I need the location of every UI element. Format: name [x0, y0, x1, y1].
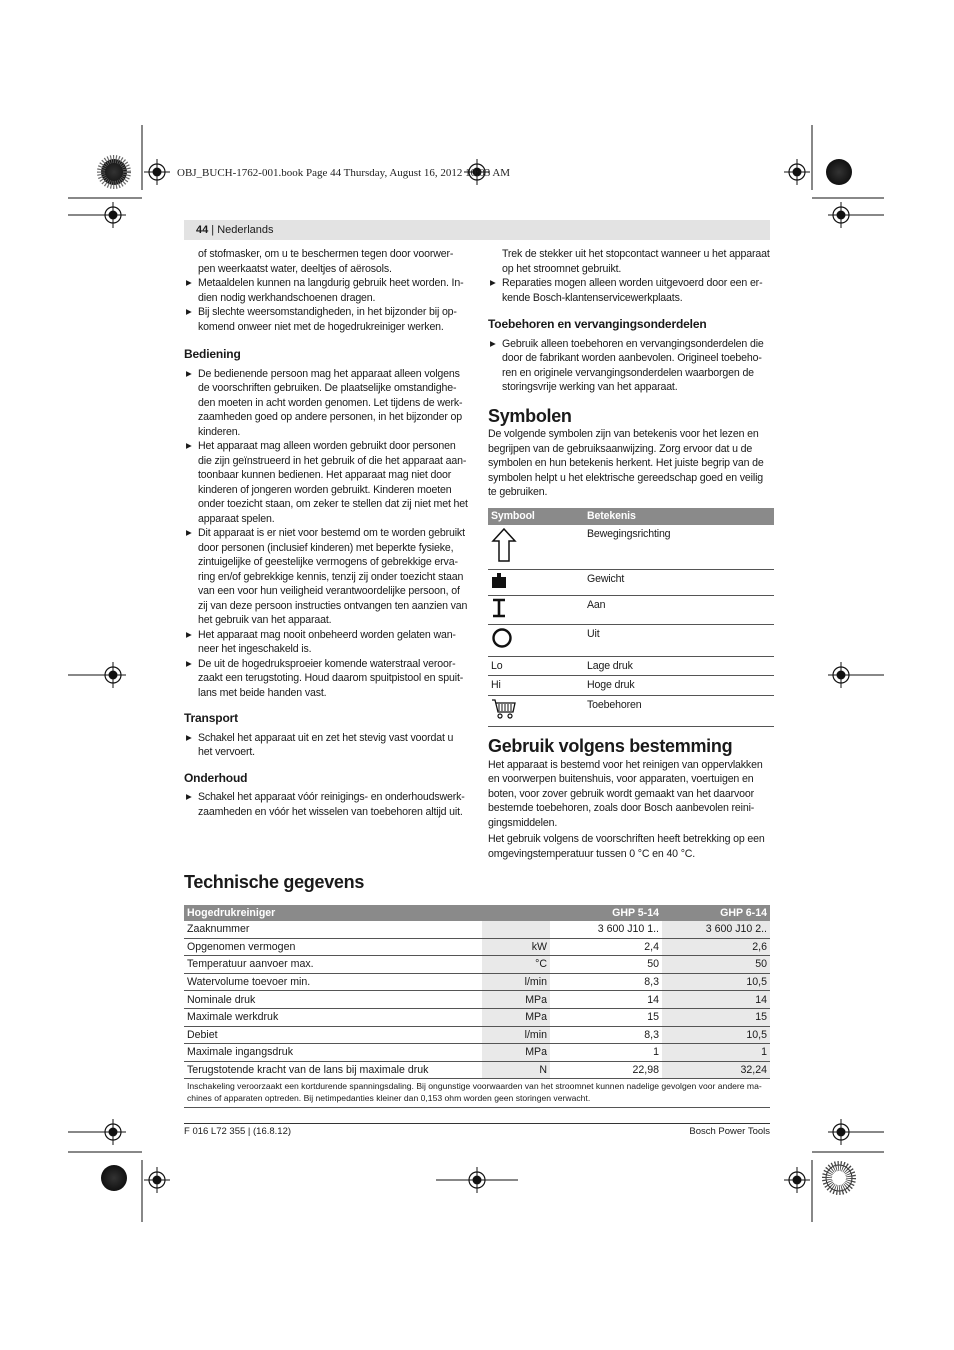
value-cell: 50 — [662, 956, 770, 974]
value-cell: 1 — [550, 1044, 662, 1062]
table-row — [184, 1008, 770, 1026]
unit-cell — [482, 921, 550, 938]
list-item: ▶ Bij slechte weersomstandigheden, in het bijzonder bij op-komend onweer niet met de hogedrukreiniger werken. — [184, 305, 468, 334]
symbol-cell: Hi — [488, 676, 584, 696]
symbol-cell — [488, 695, 584, 727]
section-heading-symbolen: Symbolen — [488, 405, 572, 426]
list-item: ▶ De bedienende persoon mag het apparaat alleen volgens de voorschriften gebruiken. De plaatselijke omstandighe-den moeten in acht worden genomen. Let tijdens de werk-zaamheden goed op andere personen, in het bijzonder op kinderen. — [184, 367, 468, 440]
right-column — [488, 247, 770, 861]
label-cell: Maximale ingangsdruk — [184, 1044, 482, 1062]
direction-arrow-icon — [491, 527, 517, 563]
value-cell: 32,24 — [662, 1061, 770, 1079]
symbol-cell: Lo — [488, 656, 584, 676]
table-row — [184, 973, 770, 991]
table-header-row — [488, 508, 774, 525]
unit-cell: l/min — [482, 1026, 550, 1044]
power-on-icon — [491, 598, 507, 618]
section-heading-onderhoud: Onderhoud — [184, 770, 248, 785]
tech-footnote: Inschakeling veroorzaakt een kortdurende spanningsdaling. Bij ongunstige voorwaarden van het stroomnet kunnen nadelige gevolgen voor andere ma-chines of apparaten optreden. Bij netimpedanties kleiner dan 0,153 ohm worden geen storingen verwacht. — [184, 1079, 770, 1108]
table-row — [184, 991, 770, 1009]
value-cell: 10,5 — [662, 973, 770, 991]
meaning-cell: Lage druk — [584, 656, 774, 676]
table-row — [184, 1061, 770, 1079]
tech-data-table — [184, 905, 770, 1079]
table-header-cell: GHP 6-14 — [662, 905, 770, 921]
unit-cell: °C — [482, 956, 550, 974]
table-row — [488, 625, 774, 657]
tech-data-block — [184, 905, 770, 1108]
value-cell: 15 — [550, 1008, 662, 1026]
left-intro: of stofmasker, om u te beschermen tegen door voorwer-pen weerkaatst water, deeltjes of aërosols. — [198, 248, 454, 275]
value-cell: 2,4 — [550, 938, 662, 956]
unit-cell: MPa — [482, 1044, 550, 1062]
symbol-cell — [488, 595, 584, 625]
label-cell: Debiet — [184, 1026, 482, 1044]
label-cell: Maximale werkdruk — [184, 1008, 482, 1026]
symbol-table — [488, 508, 774, 728]
footer-rule — [184, 1123, 770, 1124]
table-row — [488, 525, 774, 570]
header-language: Nederlands — [217, 224, 274, 236]
cart-icon — [491, 698, 517, 720]
label-cell: Nominale druk — [184, 991, 482, 1009]
section-heading-technische-gegevens: Technische gegevens — [184, 872, 365, 892]
table-row — [488, 595, 774, 625]
symbol-cell — [488, 570, 584, 596]
table-row — [184, 1026, 770, 1044]
meaning-cell: Uit — [584, 625, 774, 657]
meaning-cell: Aan — [584, 595, 774, 625]
right-intro: Trek de stekker uit het stopcontact wanneer u het apparaat op het stroomnet gebruikt. — [502, 248, 770, 275]
label-cell: Zaaknummer — [184, 921, 482, 938]
list-item: ▶ Het apparaat mag nooit onbeheerd worden gelaten wan-neer het ingeschakeld is. — [184, 628, 468, 657]
meaning-cell: Hoge druk — [584, 676, 774, 696]
value-cell: 3 600 J10 1.. — [550, 921, 662, 938]
table-row — [184, 938, 770, 956]
list-item: ▶ Gebruik alleen toebehoren en vervangingsonderdelen die door de fabrikant worden aanbevolen. Origineel toebeho-ren en originele vervangingsonderdelen waarborgen de storingsvrije werking van het apparaat. — [488, 337, 770, 395]
value-cell: 1 — [662, 1044, 770, 1062]
meaning-cell: Toebehoren — [584, 695, 774, 727]
symbolen-text: De volgende symbolen zijn van betekenis voor het lezen en begrijpen van de gebruiksaanwijzing. Zorg ervoor dat u de symbolen en hun betekenis herkent. Het juiste begrip van de symbolen helpt u het elektrische gereedschap goed en veilig te gebruiken. — [488, 428, 764, 498]
unit-cell: N — [482, 1061, 550, 1079]
list-item: ▶ Reparaties mogen alleen worden uitgevoerd door een er-kende Bosch-klantenservicewerkplaats. — [488, 276, 770, 305]
value-cell: 14 — [662, 991, 770, 1009]
value-cell: 2,6 — [662, 938, 770, 956]
table-header-cell: GHP 5-14 — [550, 905, 662, 921]
table-row — [488, 570, 774, 596]
table-header-cell: Symbool — [488, 508, 584, 525]
list-item: ▶ Metaaldelen kunnen na langdurig gebruik heet worden. In-dien nodig werkhandschoenen dragen. — [184, 276, 468, 305]
header-separator: | — [208, 224, 218, 236]
table-header-cell: Hogedrukreiniger — [184, 905, 482, 921]
table-row — [488, 656, 774, 676]
label-cell: Opgenomen vermogen — [184, 938, 482, 956]
unit-cell: MPa — [482, 1008, 550, 1026]
section-heading-toebehoren: Toebehoren en vervangingsonderdelen — [488, 317, 707, 331]
unit-cell: l/min — [482, 973, 550, 991]
weight-icon — [491, 572, 507, 588]
section-heading-gebruik: Gebruik volgens bestemming — [488, 736, 733, 756]
table-header-row — [184, 905, 770, 921]
page-header — [184, 220, 770, 240]
meaning-cell: Gewicht — [584, 570, 774, 596]
table-header-cell — [482, 905, 550, 921]
symbol-cell — [488, 625, 584, 657]
list-item: ▶ Schakel het apparaat vóór reinigings- en onderhoudswerk-zaamheden en vóór het wisselen van toebehoren altijd uit. — [184, 790, 468, 819]
value-cell: 22,98 — [550, 1061, 662, 1079]
page-number: 44 — [196, 224, 209, 236]
value-cell: 8,3 — [550, 973, 662, 991]
unit-cell: kW — [482, 938, 550, 956]
list-item: ▶ Dit apparaat is er niet voor bestemd om te worden gebruikt door personen (inclusief kinderen) met beperkte fysieke, zintuigelijke of geestelijke vermogens of gebrekkige erva-ring en/of gebrekkige kennis, tenzij zij onder toezicht staan van een voor hun veiligheid verantwoordelijke persoon, of zij van deze persoon instructies ontvangen ten aanzien van het gebruik van het apparaat. — [184, 526, 468, 628]
table-header-cell: Betekenis — [584, 508, 774, 525]
label-cell: Temperatuur aanvoer max. — [184, 956, 482, 974]
section-heading-transport: Transport — [184, 711, 238, 725]
value-cell: 14 — [550, 991, 662, 1009]
gebruik-paragraph: Het apparaat is bestemd voor het reinigen van oppervlakken en voorwerpen buitenshuis, voor apparaten, voertuigen en boten, voor zover gebruik wordt gemaakt van het daarvoor bestemde toebehoren, zoals door Bosch aanbevolen reini-gingsmiddelen. — [488, 758, 763, 829]
table-row — [184, 956, 770, 974]
value-cell: 50 — [550, 956, 662, 974]
gebruik-paragraph: Het gebruik volgens de voorschriften heeft betrekking op een omgevingstemperatuur tussen 0 °C en 40 °C. — [488, 833, 765, 860]
list-item: ▶ De uit de hogedruksproeier komende waterstraal veroor-zaakt een terugstoting. Houd daarom spuitpistool en spuit-lans met beide handen vast. — [184, 657, 468, 701]
label-cell: Watervolume toevoer min. — [184, 973, 482, 991]
section-heading-bediening: Bediening — [184, 347, 241, 361]
print-info-line: OBJ_BUCH-1762-001.book Page 44 Thursday, August 16, 2012 10:03 AM — [177, 167, 511, 179]
table-row — [184, 921, 770, 938]
power-off-icon — [491, 627, 513, 649]
meaning-cell: Bewegingsrichting — [584, 525, 774, 570]
label-cell: Terugstotende kracht van de lans bij maximale druk — [184, 1061, 482, 1079]
value-cell: 3 600 J10 2.. — [662, 921, 770, 938]
table-row — [184, 1044, 770, 1062]
left-column — [184, 247, 468, 819]
symbol-cell — [488, 525, 584, 570]
table-row — [488, 676, 774, 696]
value-cell: 8,3 — [550, 1026, 662, 1044]
value-cell: 10,5 — [662, 1026, 770, 1044]
list-item: ▶ Het apparaat mag alleen worden gebruikt door personen die zijn geïnstrueerd in het gebruik of die het apparaat aan-toonbaar kunnen bedienen. Het apparaat mag niet door kinderen of jongeren worden gebruikt. Kinderen moeten onder toezicht staan, om zeker te stellen dat zij niet met het apparaat spelen. — [184, 439, 468, 526]
footer-left: F 016 L72 355 | (16.8.12) — [184, 1126, 292, 1137]
table-row — [488, 695, 774, 727]
value-cell: 15 — [662, 1008, 770, 1026]
footer-right: Bosch Power Tools — [689, 1126, 770, 1137]
unit-cell: MPa — [482, 991, 550, 1009]
list-item: ▶ Schakel het apparaat uit en zet het stevig vast voordat u het vervoert. — [184, 731, 468, 760]
